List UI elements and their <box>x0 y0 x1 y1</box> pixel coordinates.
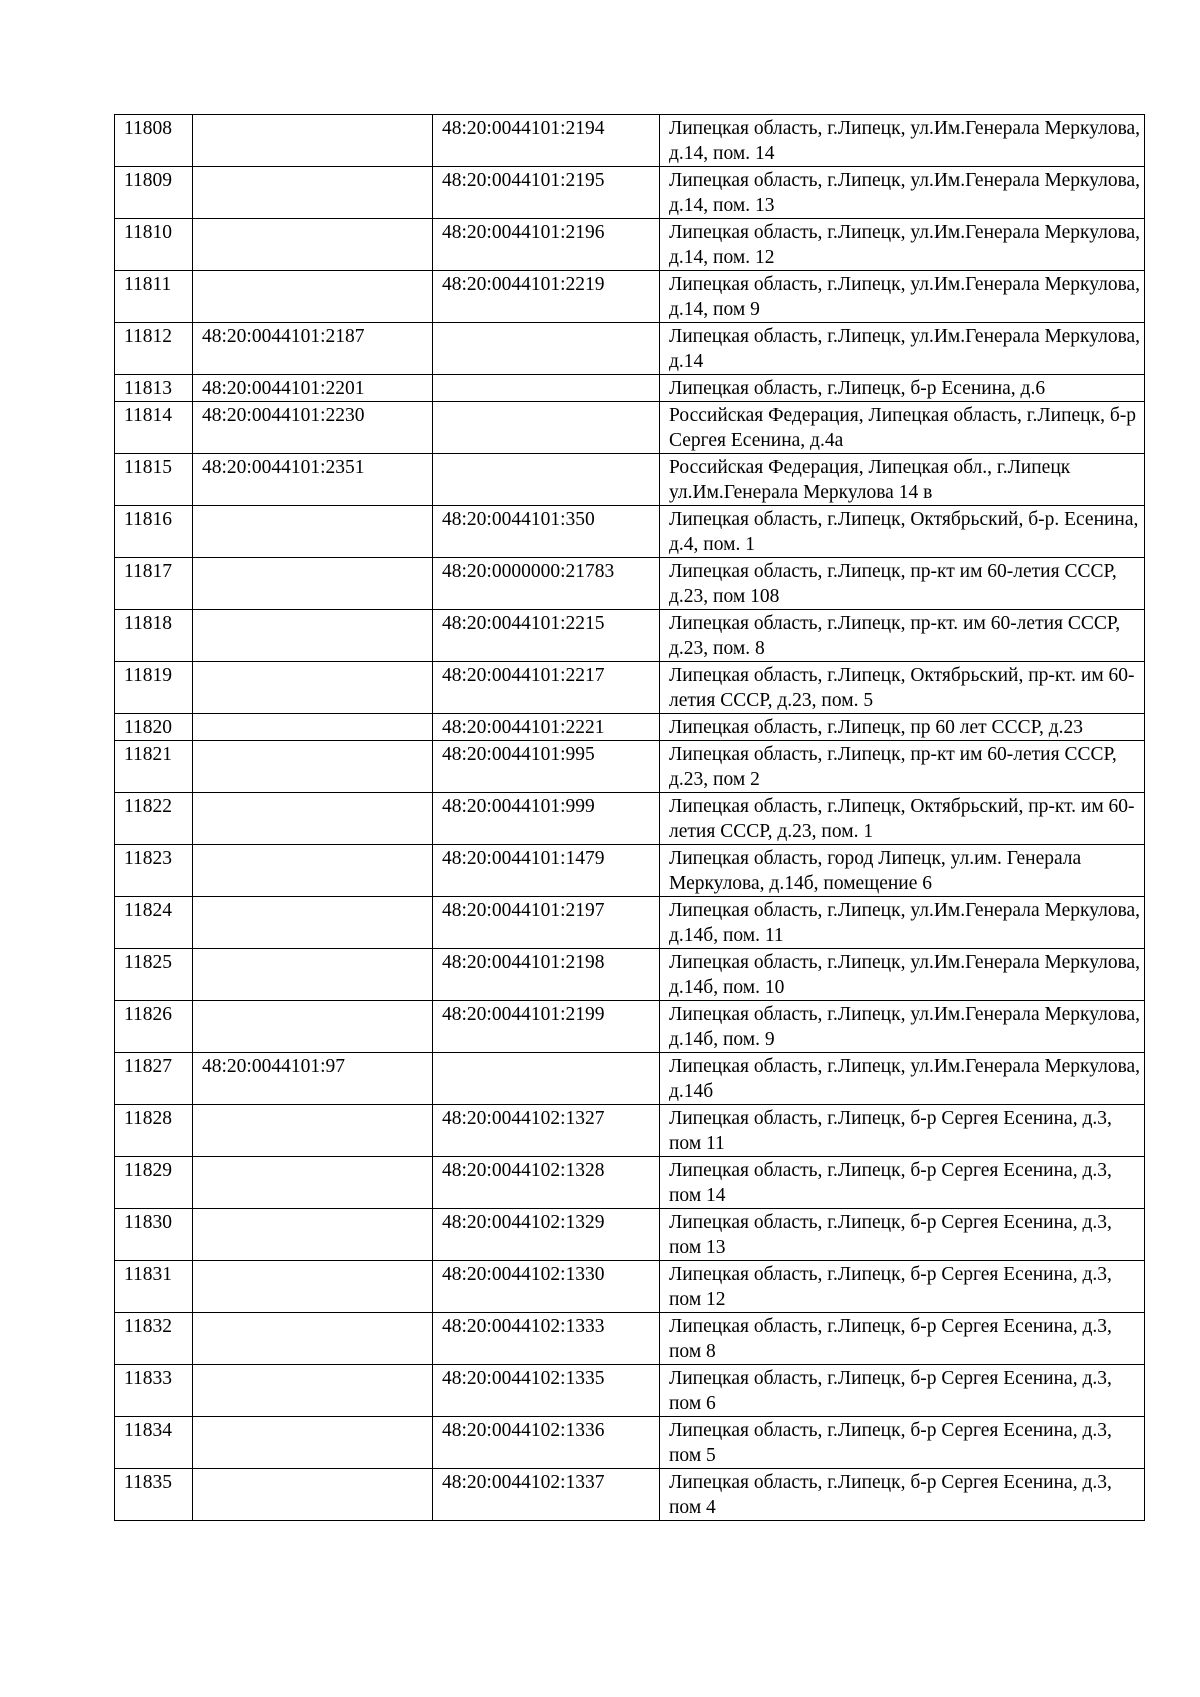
premises-cadastral-number-cell: 48:20:0044101:2199 <box>433 1001 660 1053</box>
premises-cadastral-number-cell: 48:20:0044101:2215 <box>433 610 660 662</box>
cadastral-number-cell <box>193 271 433 323</box>
address-cell: Липецкая область, г.Липецк, ул.Им.Генерала Меркулова, д.14, пом. 14 <box>660 115 1145 167</box>
premises-cadastral-number-cell: 48:20:0044102:1327 <box>433 1105 660 1157</box>
row-number-cell: 11812 <box>115 323 193 375</box>
cadastral-number-cell <box>193 506 433 558</box>
row-number-cell: 11833 <box>115 1365 193 1417</box>
table-row <box>115 1105 1145 1157</box>
premises-cadastral-number-cell: 48:20:0044101:2197 <box>433 897 660 949</box>
premises-cadastral-number-cell: 48:20:0044101:350 <box>433 506 660 558</box>
table-row <box>115 115 1145 167</box>
address-cell: Липецкая область, г.Липецк, Октябрьский, б-р. Есенина, д.4, пом. 1 <box>660 506 1145 558</box>
cadastral-number-cell: 48:20:0044101:2201 <box>193 375 433 402</box>
premises-cadastral-number-cell: 48:20:0044102:1336 <box>433 1417 660 1469</box>
table-row <box>115 454 1145 506</box>
row-number-cell: 11825 <box>115 949 193 1001</box>
table-row <box>115 714 1145 741</box>
address-cell: Липецкая область, г.Липецк, ул.Им.Генерала Меркулова, д.14 <box>660 323 1145 375</box>
cadastral-number-cell <box>193 1209 433 1261</box>
premises-cadastral-number-cell: 48:20:0044102:1335 <box>433 1365 660 1417</box>
address-cell: Липецкая область, город Липецк, ул.им. Генерала Меркулова, д.14б, помещение 6 <box>660 845 1145 897</box>
table-row <box>115 558 1145 610</box>
row-number-cell: 11824 <box>115 897 193 949</box>
table-row <box>115 662 1145 714</box>
table-row <box>115 323 1145 375</box>
premises-cadastral-number-cell: 48:20:0044101:999 <box>433 793 660 845</box>
table-row <box>115 1313 1145 1365</box>
premises-cadastral-number-cell: 48:20:0044102:1328 <box>433 1157 660 1209</box>
premises-cadastral-number-cell: 48:20:0044101:2194 <box>433 115 660 167</box>
premises-cadastral-number-cell <box>433 375 660 402</box>
cadastral-number-cell: 48:20:0044101:2351 <box>193 454 433 506</box>
table-row <box>115 1209 1145 1261</box>
row-number-cell: 11822 <box>115 793 193 845</box>
address-cell: Липецкая область, г.Липецк, ул.Им.Генерала Меркулова, д.14, пом 9 <box>660 271 1145 323</box>
address-cell: Липецкая область, г.Липецк, б-р Сергея Есенина, д.3, пом 13 <box>660 1209 1145 1261</box>
row-number-cell: 11810 <box>115 219 193 271</box>
address-cell: Липецкая область, г.Липецк, б-р Сергея Есенина, д.3, пом 11 <box>660 1105 1145 1157</box>
premises-cadastral-number-cell: 48:20:0044101:1479 <box>433 845 660 897</box>
cadastral-number-cell <box>193 610 433 662</box>
cadastral-number-cell <box>193 845 433 897</box>
table-row <box>115 741 1145 793</box>
address-cell: Липецкая область, г.Липецк, Октябрьский, пр-кт. им 60-летия СССР, д.23, пом. 5 <box>660 662 1145 714</box>
table-row <box>115 1469 1145 1521</box>
premises-cadastral-number-cell: 48:20:0044101:2196 <box>433 219 660 271</box>
address-cell: Липецкая область, г.Липецк, пр-кт. им 60-летия СССР, д.23, пом. 8 <box>660 610 1145 662</box>
cadastral-number-cell <box>193 1157 433 1209</box>
cadastral-number-cell <box>193 741 433 793</box>
row-number-cell: 11823 <box>115 845 193 897</box>
premises-cadastral-number-cell: 48:20:0044101:2217 <box>433 662 660 714</box>
premises-cadastral-number-cell <box>433 402 660 454</box>
table-row <box>115 793 1145 845</box>
premises-cadastral-number-cell: 48:20:0044102:1330 <box>433 1261 660 1313</box>
cadastral-number-cell: 48:20:0044101:2187 <box>193 323 433 375</box>
row-number-cell: 11834 <box>115 1417 193 1469</box>
address-cell: Липецкая область, г.Липецк, пр 60 лет СССР, д.23 <box>660 714 1145 741</box>
row-number-cell: 11809 <box>115 167 193 219</box>
address-cell: Липецкая область, г.Липецк, б-р Сергея Есенина, д.3, пом 4 <box>660 1469 1145 1521</box>
premises-cadastral-number-cell: 48:20:0044101:2198 <box>433 949 660 1001</box>
row-number-cell: 11818 <box>115 610 193 662</box>
premises-cadastral-number-cell: 48:20:0044102:1329 <box>433 1209 660 1261</box>
row-number-cell: 11808 <box>115 115 193 167</box>
address-cell: Липецкая область, г.Липецк, б-р Сергея Есенина, д.3, пом 6 <box>660 1365 1145 1417</box>
address-cell: Липецкая область, г.Липецк, пр-кт им 60-летия СССР, д.23, пом 108 <box>660 558 1145 610</box>
address-cell: Липецкая область, г.Липецк, б-р Сергея Есенина, д.3, пом 12 <box>660 1261 1145 1313</box>
premises-cadastral-number-cell: 48:20:0044101:995 <box>433 741 660 793</box>
table-row <box>115 1365 1145 1417</box>
address-cell: Липецкая область, г.Липецк, ул.Им.Генерала Меркулова, д.14б, пом. 11 <box>660 897 1145 949</box>
table-row <box>115 897 1145 949</box>
address-cell: Липецкая область, г.Липецк, б-р Есенина, д.6 <box>660 375 1145 402</box>
table-row <box>115 1001 1145 1053</box>
premises-cadastral-number-cell: 48:20:0044101:2219 <box>433 271 660 323</box>
table-row <box>115 271 1145 323</box>
row-number-cell: 11828 <box>115 1105 193 1157</box>
table-row <box>115 949 1145 1001</box>
address-cell: Российская Федерация, Липецкая область, г.Липецк, б-р Сергея Есенина, д.4а <box>660 402 1145 454</box>
row-number-cell: 11832 <box>115 1313 193 1365</box>
table-row <box>115 845 1145 897</box>
registry-table-body <box>115 115 1145 1521</box>
table-row <box>115 506 1145 558</box>
cadastral-number-cell <box>193 662 433 714</box>
cadastral-number-cell <box>193 1417 433 1469</box>
address-cell: Липецкая область, г.Липецк, пр-кт им 60-летия СССР, д.23, пом 2 <box>660 741 1145 793</box>
address-cell: Липецкая область, г.Липецк, ул.Им.Генерала Меркулова, д.14, пом. 12 <box>660 219 1145 271</box>
cadastral-number-cell <box>193 714 433 741</box>
row-number-cell: 11819 <box>115 662 193 714</box>
table-row <box>115 219 1145 271</box>
table-row <box>115 610 1145 662</box>
table-row <box>115 402 1145 454</box>
cadastral-number-cell <box>193 1469 433 1521</box>
address-cell: Липецкая область, г.Липецк, б-р Сергея Есенина, д.3, пом 14 <box>660 1157 1145 1209</box>
table-row <box>115 167 1145 219</box>
row-number-cell: 11814 <box>115 402 193 454</box>
address-cell: Липецкая область, г.Липецк, Октябрьский, пр-кт. им 60-летия СССР, д.23, пом. 1 <box>660 793 1145 845</box>
address-cell: Липецкая область, г.Липецк, б-р Сергея Есенина, д.3, пом 5 <box>660 1417 1145 1469</box>
cadastral-number-cell: 48:20:0044101:97 <box>193 1053 433 1105</box>
address-cell: Липецкая область, г.Липецк, ул.Им.Генерала Меркулова, д.14б, пом. 9 <box>660 1001 1145 1053</box>
row-number-cell: 11816 <box>115 506 193 558</box>
row-number-cell: 11811 <box>115 271 193 323</box>
cadastral-number-cell <box>193 1313 433 1365</box>
table-row <box>115 375 1145 402</box>
premises-cadastral-number-cell: 48:20:0044101:2221 <box>433 714 660 741</box>
table-row <box>115 1157 1145 1209</box>
premises-cadastral-number-cell: 48:20:0044101:2195 <box>433 167 660 219</box>
cadastral-number-cell <box>193 1105 433 1157</box>
premises-cadastral-number-cell: 48:20:0000000:21783 <box>433 558 660 610</box>
premises-cadastral-number-cell: 48:20:0044102:1337 <box>433 1469 660 1521</box>
table-row <box>115 1417 1145 1469</box>
row-number-cell: 11817 <box>115 558 193 610</box>
row-number-cell: 11826 <box>115 1001 193 1053</box>
row-number-cell: 11831 <box>115 1261 193 1313</box>
row-number-cell: 11827 <box>115 1053 193 1105</box>
address-cell: Липецкая область, г.Липецк, ул.Им.Генерала Меркулова, д.14, пом. 13 <box>660 167 1145 219</box>
cadastral-number-cell <box>193 949 433 1001</box>
cadastral-number-cell <box>193 1001 433 1053</box>
cadastral-number-cell <box>193 219 433 271</box>
cadastral-number-cell <box>193 115 433 167</box>
table-row <box>115 1261 1145 1313</box>
table-row <box>115 1053 1145 1105</box>
row-number-cell: 11815 <box>115 454 193 506</box>
premises-cadastral-number-cell <box>433 454 660 506</box>
cadastral-number-cell <box>193 1261 433 1313</box>
row-number-cell: 11821 <box>115 741 193 793</box>
row-number-cell: 11820 <box>115 714 193 741</box>
cadastral-number-cell <box>193 1365 433 1417</box>
premises-cadastral-number-cell <box>433 323 660 375</box>
registry-table <box>114 114 1145 1521</box>
address-cell: Липецкая область, г.Липецк, ул.Им.Генерала Меркулова, д.14б <box>660 1053 1145 1105</box>
premises-cadastral-number-cell <box>433 1053 660 1105</box>
cadastral-number-cell <box>193 167 433 219</box>
premises-cadastral-number-cell: 48:20:0044102:1333 <box>433 1313 660 1365</box>
row-number-cell: 11829 <box>115 1157 193 1209</box>
row-number-cell: 11830 <box>115 1209 193 1261</box>
address-cell: Липецкая область, г.Липецк, ул.Им.Генерала Меркулова, д.14б, пом. 10 <box>660 949 1145 1001</box>
cadastral-number-cell: 48:20:0044101:2230 <box>193 402 433 454</box>
cadastral-number-cell <box>193 793 433 845</box>
row-number-cell: 11813 <box>115 375 193 402</box>
row-number-cell: 11835 <box>115 1469 193 1521</box>
cadastral-number-cell <box>193 897 433 949</box>
address-cell: Российская Федерация, Липецкая обл., г.Липецк ул.Им.Генерала Меркулова 14 в <box>660 454 1145 506</box>
cadastral-number-cell <box>193 558 433 610</box>
address-cell: Липецкая область, г.Липецк, б-р Сергея Есенина, д.3, пом 8 <box>660 1313 1145 1365</box>
